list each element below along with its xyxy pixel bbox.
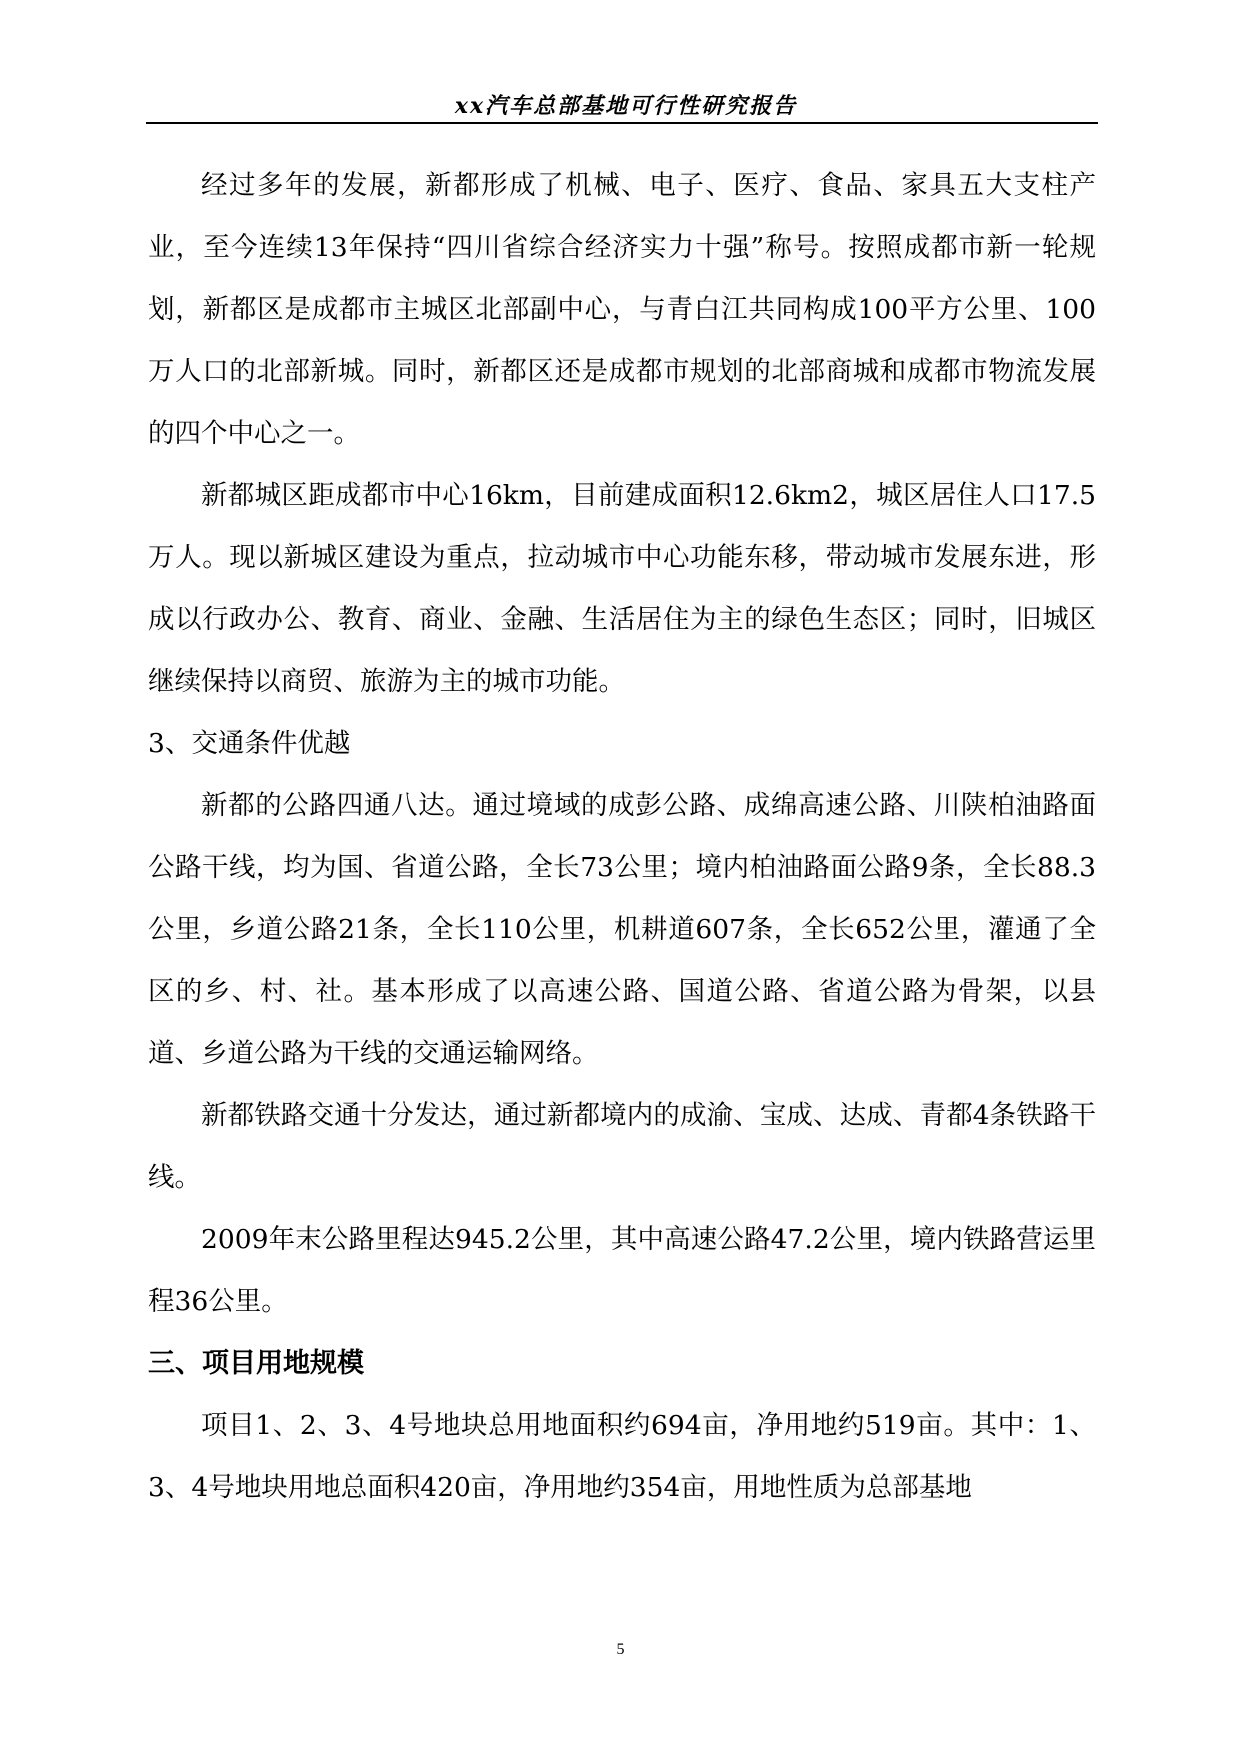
- page-number: 5: [616, 1641, 625, 1658]
- header-divider: [146, 122, 1098, 124]
- paragraph-road-mileage: 2009年末公路里程达945.2公里，其中高速公路47.2公里，境内铁路营运里程36公里。: [148, 1224, 1096, 1317]
- paragraph-land-area: 项目1、2、3、4号地块总用地面积约694亩，净用地约519亩。其中：1、3、4号地块用地总面积420亩，净用地约354亩，用地性质为总部基地: [148, 1410, 1096, 1503]
- paragraph-highways: 新都的公路四通八达。通过境域的成彭公路、成绵高速公路、川陕柏油路面公路干线，均为国、省道公路，全长73公里；境内柏油路面公路9条，全长88.3公里，乡道公路21条，全长110公里，机耕道607条，全长652公里，灌通了全区的乡、村、社。基本形成了以高速公路、国道公路、省道公路为骨架，以县道、乡道公路为干线的交通运输网络。: [148, 790, 1096, 1069]
- document-body: [148, 155, 1096, 1519]
- paragraph-industry: 经过多年的发展，新都形成了机械、电子、医疗、食品、家具五大支柱产业，至今连续13年保持“四川省综合经济实力十强”称号。按照成都市新一轮规划，新都区是成都市主城区北部副中心，与青白江共同构成100平方公里、100万人口的北部新城。同时，新都区还是成都市规划的北部商城和成都市物流发展的四个中心之一。: [148, 170, 1096, 449]
- document-header-title: xx汽车总部基地可行性研究报告: [454, 93, 798, 119]
- paragraph-urban-area: 新都城区距成都市中心16km，目前建成面积12.6km2，城区居住人口17.5万人。现以新城区建设为重点，拉动城市中心功能东移，带动城市发展东进，形成以行政办公、教育、商业、金融、生活居住为主的绿色生态区；同时，旧城区继续保持以商贸、旅游为主的城市功能。: [148, 480, 1096, 697]
- paragraph-railways: 新都铁路交通十分发达，通过新都境内的成渝、宝成、达成、青都4条铁路干线。: [148, 1100, 1096, 1193]
- section-heading-land-scale: 三、项目用地规模: [148, 1348, 364, 1379]
- subheading-transport: 3、交通条件优越: [148, 728, 351, 759]
